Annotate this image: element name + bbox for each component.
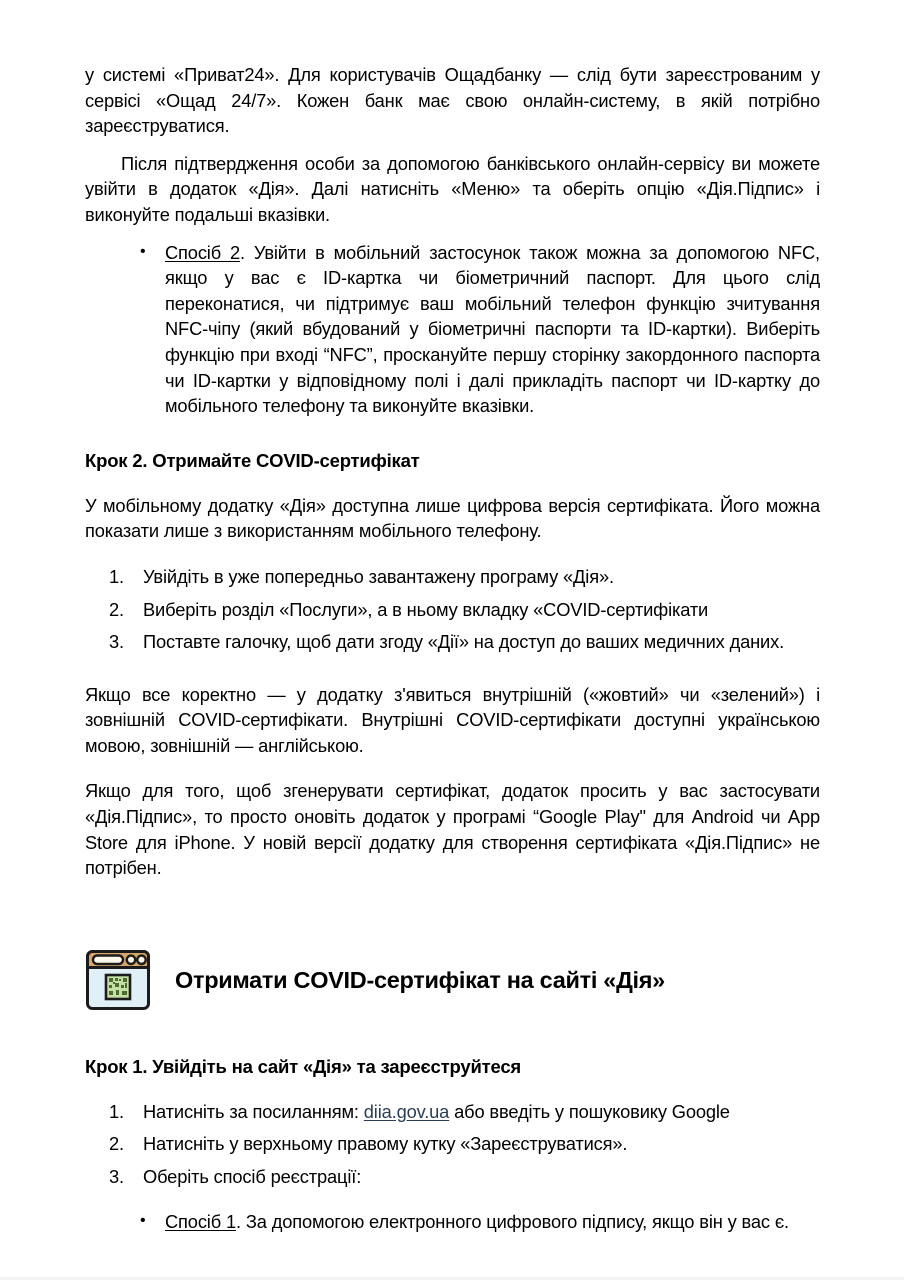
numbered-list-website [85,1099,820,1190]
heading-step-1: Крок 1. Увійдіть на сайт «Дія» та зареєструйтеся [85,1055,522,1077]
spacer [85,758,820,778]
spacer [85,419,820,449]
list-item [85,597,820,623]
list-item [85,1164,820,1190]
paragraph-diia-pidpys-update: Якщо для того, щоб згенерувати сертифікат, додаток просить у вас застосувати «Дія.Підпис», то просто оновіть додаток у програмі “Google Play" для Android чи App Store для iPhone. У новій версії додатку для створення сертифіката «Дія.Підпис» не потрібен. [85,780,820,879]
spacer [85,228,820,240]
list-item-number: 1. [109,565,124,587]
list-item [85,1131,820,1157]
bullet-list-sposib1 [85,1209,820,1235]
bullet-list-sposib2 [85,240,820,419]
heading-step-2: Крок 2. Отримайте COVID-сертифікат [85,449,420,471]
list-item-text: Увійдіть в уже попередньо завантажену програму «Дія». [143,565,614,587]
spacer [85,1197,820,1209]
sposib1-label: Спосіб 1 [165,1210,236,1232]
document-content [85,62,820,1234]
paragraph-step2-intro: У мобільному додатку «Дія» доступна лише цифрова версія сертифіката. Його можна показати лише з використанням мобільного телефону. [85,494,820,542]
spacer [85,139,820,151]
list-item-number: 1. [109,1100,124,1122]
list-item-text: Виберіть розділ «Послуги», а в ньому вкладку «COVID-сертифікати [143,598,709,620]
spacer [85,1011,820,1055]
list-item-number: 3. [109,631,124,653]
spacer [85,544,820,564]
spacer [85,473,820,493]
sposib2-text: . Увійти в мобільний застосунок також можна за допомогою NFC, якщо у вас є ID-картка чи біометричний паспорт. Для цього слід переконатися, чи підтримує ваш мобільний телефон функцію зчитування NFC-чіпу (який вбудований у біометричні паспорти та ID-картки). Виберіть функцію при вході “NFC”, проскануйте першу сторінку закордонного паспорта чи ID-картки у відповідному полі і далі прикладіть паспорт чи ID-картку до мобільного телефону та виконуйте вказівки. [165,241,820,417]
numbered-list-step2 [85,564,820,655]
sposib2-label: Спосіб 2 [165,241,241,263]
list-item-text-after: або введіть у пошуковику Google [449,1100,730,1122]
list-item-number: 2. [109,598,124,620]
list-item [85,629,820,655]
paragraph-certificate-colors: Якщо все коректно — у додатку з'явиться внутрішній («жовтий» чи «зелений») і зовнішній COVID-сертифікати. Внутрішні COVID-сертифікати доступні українською мовою, зовнішній — англійською. [85,683,820,756]
paragraph-privat24: у системі «Приват24». Для користувачів Ощадбанку — слід бути зареєстрованим у сервісі «Ощад 24/7». Кожен банк має свою онлайн-систему, в якій потрібно зареєструватися. [85,64,820,137]
website-section-header [85,949,820,1011]
list-item [85,240,820,419]
sposib1-text: . За допомогою електронного цифрового підпису, якщо він у вас є. [236,1210,789,1232]
diia-website-link[interactable]: diia.gov.ua [363,1100,450,1122]
list-item-text: Поставте галочку, щоб дати згоду «Дії» на доступ до ваших медичних даних. [143,631,785,653]
list-item-number: 2. [109,1133,124,1155]
list-item [85,1099,820,1125]
list-item-text: Натисніть у верхньому правому кутку «Зареєструватися». [143,1133,628,1155]
spacer [85,881,820,949]
list-item-text: Оберіть спосіб реєстрації: [143,1166,362,1188]
list-item-text-before: Натисніть за посиланням: [143,1100,364,1122]
spacer [85,1079,820,1099]
list-item [85,1209,820,1235]
list-item-number: 3. [109,1166,124,1188]
browser-qr-icon [85,949,151,1011]
website-section-title: Отримати COVID-сертифікат на сайті «Дія» [175,966,665,993]
spacer [85,662,820,682]
list-item [85,564,820,590]
paragraph-after-identity-confirmation: Після підтвердження особи за допомогою банківського онлайн-сервісу ви можете увійти в додаток «Дія». Далі натисніть «Меню» та оберіть опцію «Дія.Підпис» і виконуйте подальші вказівки. [85,152,820,225]
